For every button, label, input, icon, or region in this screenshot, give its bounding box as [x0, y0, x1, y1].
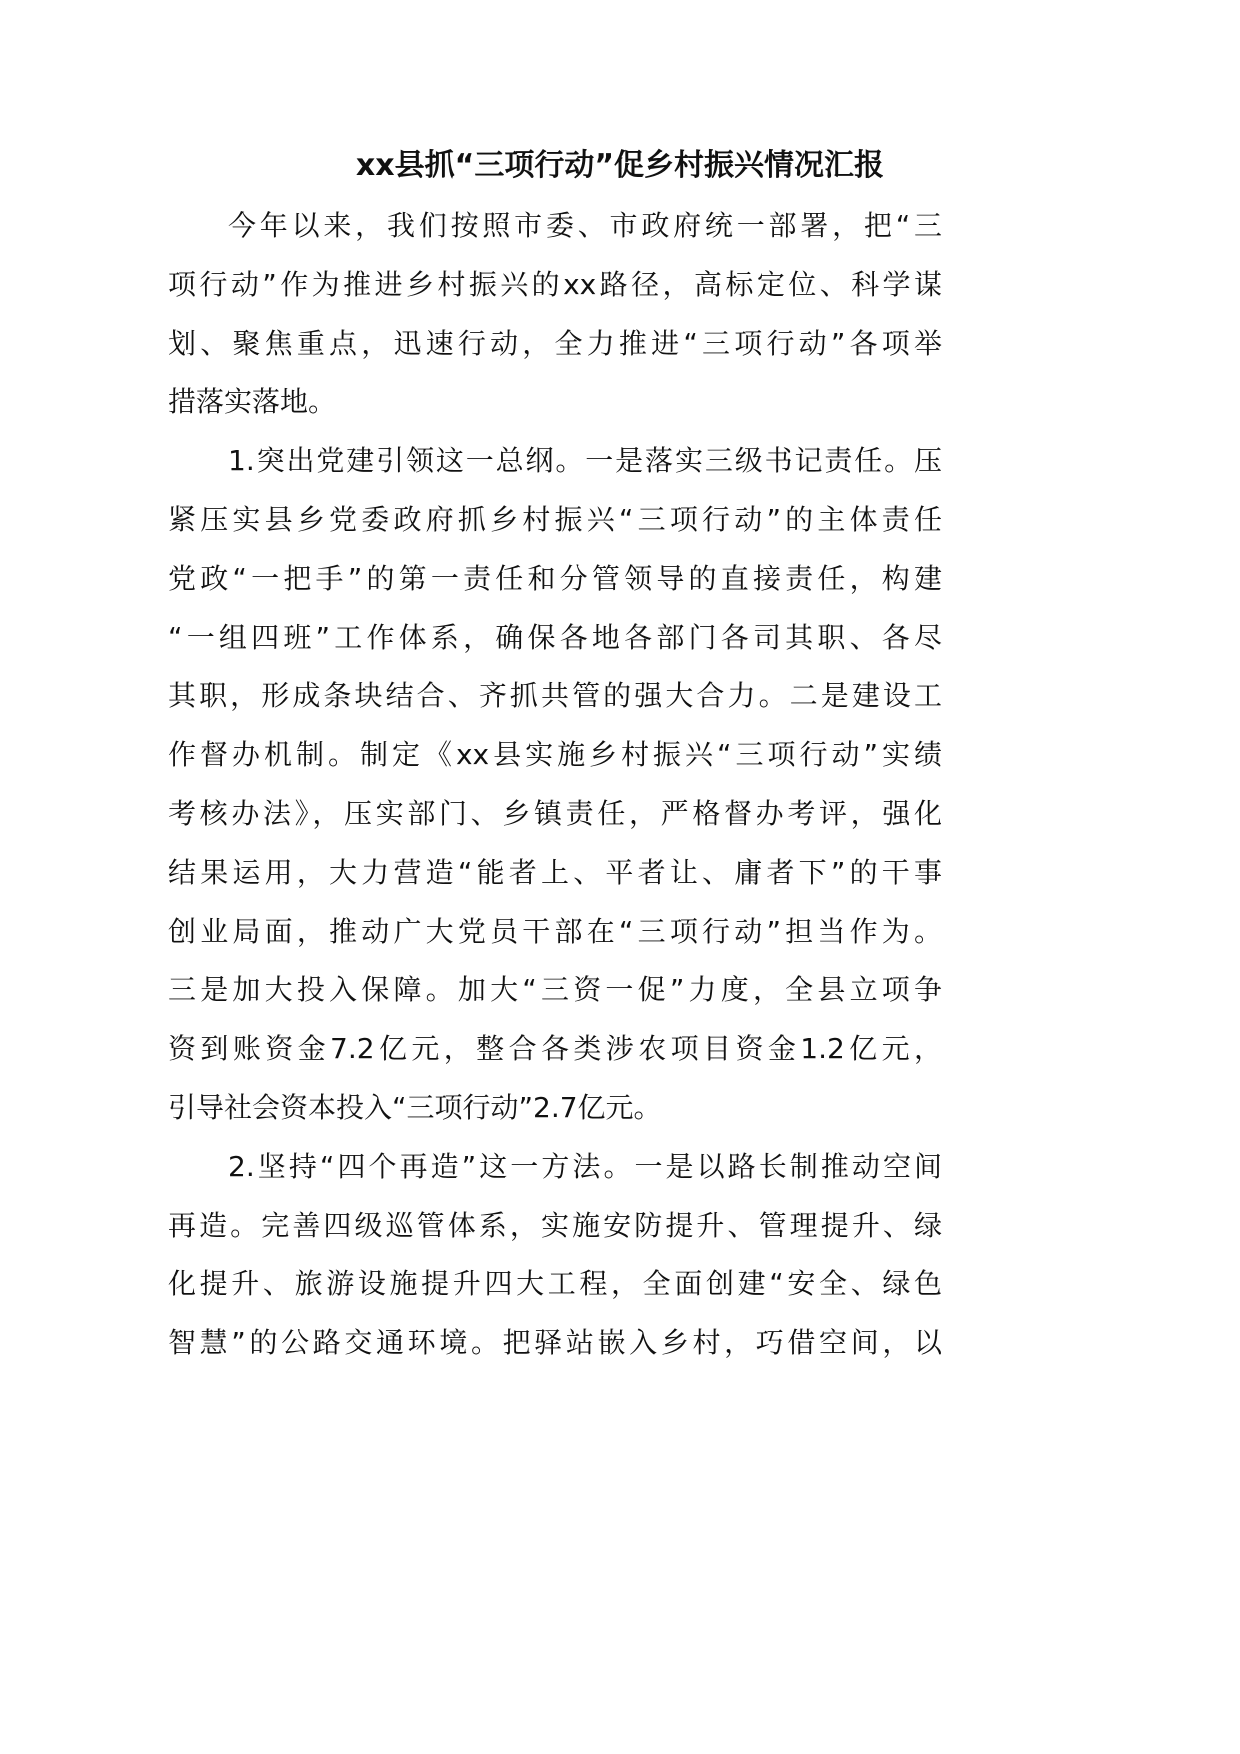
- document-title: xx县抓“三项行动”促乡村振兴情况汇报: [355, 148, 885, 183]
- paragraph-line: 项行动”作为推进乡村振兴的xx路径，高标定位、科学谋: [168, 267, 942, 301]
- paragraph-line: 党政“一把手”的第一责任和分管领导的直接责任，构建: [168, 561, 942, 595]
- document-body: [168, 197, 942, 1373]
- paragraph-line: 化提升、旅游设施提升四大工程，全面创建“安全、绿色: [168, 1267, 942, 1301]
- paragraph-line: 2.坚持“四个再造”这一方法。一是以路长制推动空间: [228, 1149, 942, 1183]
- paragraph-line: 资到账资金7.2亿元，整合各类涉农项目资金1.2亿元，: [168, 1032, 942, 1066]
- paragraph-line: 今年以来，我们按照市委、市政府统一部署，把“三: [228, 209, 942, 242]
- paragraph-line: 考核办法》，压实部门、乡镇责任，严格督办考评，强化: [168, 796, 942, 830]
- paragraph-line: 紧压实县乡党委政府抓乡村振兴“三项行动”的主体责任: [168, 502, 942, 536]
- paragraph-line: 结果运用，大力营造“能者上、平者让、庸者下”的干事: [168, 855, 942, 889]
- paragraph-line: 创业局面，推动广大党员干部在“三项行动”担当作为。: [168, 914, 942, 948]
- paragraph-line: 三是加大投入保障。加大“三资一促”力度，全县立项争: [168, 973, 942, 1007]
- paragraph-line: 划、聚焦重点，迅速行动，全力推进“三项行动”各项举: [168, 326, 942, 360]
- paragraph-line: 措落实落地。: [168, 385, 337, 419]
- paragraph-line: 其职，形成条块结合、齐抓共管的强大合力。二是建设工: [168, 679, 942, 713]
- paragraph-line: 智慧”的公路交通环境。把驿站嵌入乡村，巧借空间，以: [168, 1326, 942, 1360]
- paragraph-line: 引导社会资本投入“三项行动”2.7亿元。: [168, 1090, 662, 1124]
- paragraph-line: 再造。完善四级巡管体系，实施安防提升、管理提升、绿: [168, 1208, 942, 1242]
- paragraph-line: 作督办机制。制定《xx县实施乡村振兴“三项行动”实绩: [168, 738, 942, 772]
- paragraph-line: 1.突出党建引领这一总纲。一是落实三级书记责任。压: [228, 444, 942, 478]
- paragraph-line: “一组四班”工作体系，确保各地各部门各司其职、各尽: [168, 620, 942, 654]
